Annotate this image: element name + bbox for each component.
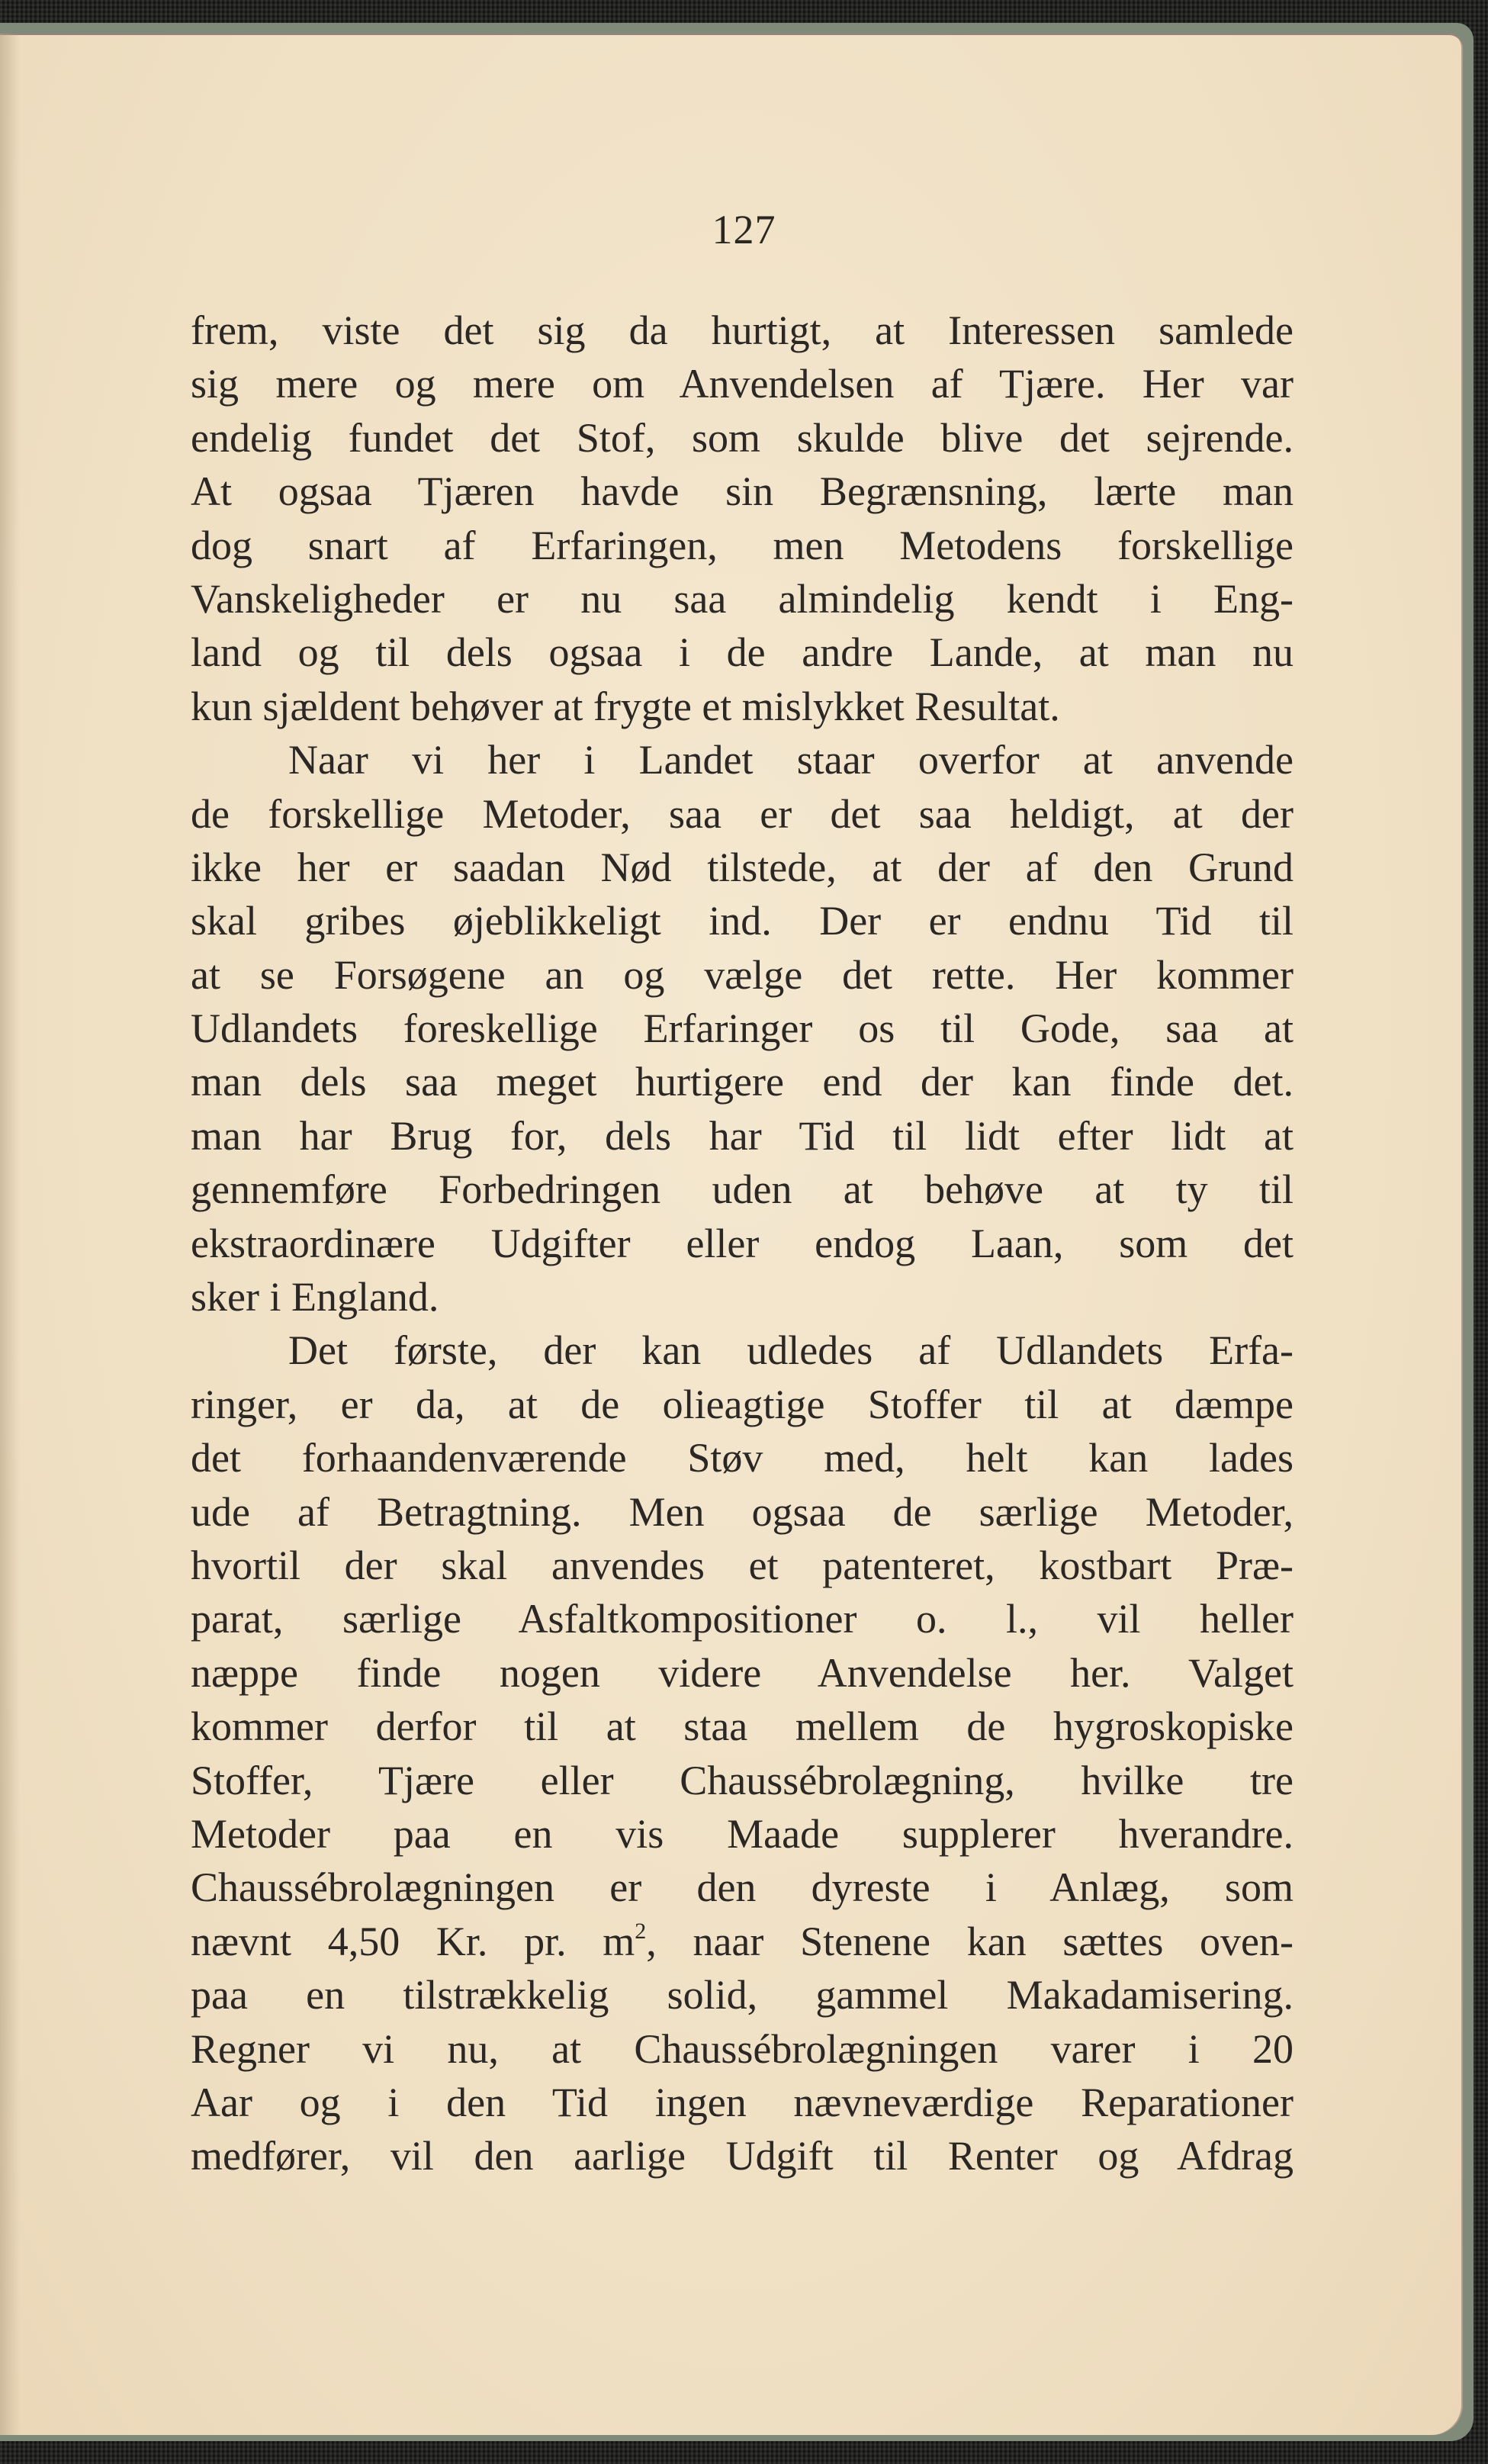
superscript: 2: [635, 1918, 647, 1944]
text-line: næppe finde nogen videre Anvendelse her. Valget: [191, 1649, 1294, 1696]
text-line: parat, særlige Asfaltkompositioner o. l., vil heller: [191, 1596, 1294, 1642]
text-line: Udlandets foreskellige Erfaringer os til Gode, saa at: [191, 1005, 1294, 1052]
text-line: skal gribes øjeblikkeligt ind. Der er endnu Tid til: [191, 898, 1294, 944]
text-line: Metoder paa en vis Maade supplerer hverandre.: [191, 1810, 1294, 1857]
text-line-with-superscript: [191, 1915, 1294, 1968]
gutter-shadow: [0, 34, 20, 2435]
text-line: frem, viste det sig da hurtigt, at Interessen samlede: [191, 307, 1294, 353]
text-segment: , naar Stenene kan sættes oven-: [646, 1918, 1294, 1964]
text-line: kommer derfor til at staa mellem de hygroskopiske: [191, 1703, 1294, 1750]
text-line: gennemføre Forbedringen uden at behøve at ty til: [191, 1166, 1294, 1213]
text-line: ringer, er da, at de olieagtige Stoffer til at dæmpe: [191, 1381, 1294, 1427]
text-line: det forhaandenværende Støv med, helt kan lades: [191, 1435, 1294, 1481]
text-line: land og til dels ogsaa i de andre Lande, at man nu: [191, 629, 1294, 676]
body-text: [191, 304, 1294, 2183]
text-line: hvortil der skal anvendes et patenteret, kostbart Præ-: [191, 1542, 1294, 1588]
text-line: ude af Betragtning. Men ogsaa de særlige Metoder,: [191, 1488, 1294, 1535]
text-segment: nævnt 4,50 Kr. pr. m: [191, 1918, 635, 1964]
paragraph-start-line: Det første, der kan udledes af Udlandets Erfa-: [288, 1327, 1294, 1374]
text-line: dog snart af Erfaringen, men Metodens forskellige: [191, 522, 1294, 568]
text-line: At ogsaa Tjæren havde sin Begrænsning, lærte man: [191, 468, 1294, 515]
text-line: Stoffer, Tjære eller Chaussébrolægning, hvilke tre: [191, 1757, 1294, 1803]
text-line: ekstraordinære Udgifter eller endog Laan, som det: [191, 1220, 1294, 1266]
text-line: medfører, vil den aarlige Udgift til Renter og Afdrag: [191, 2133, 1294, 2179]
text-line: ikke her er saadan Nød tilstede, at der af den Grund: [191, 844, 1294, 890]
paragraph-start-line: Naar vi her i Landet staar overfor at anvende: [288, 737, 1294, 783]
page-number: 127: [712, 207, 776, 253]
text-line: paa en tilstrækkelig solid, gammel Makadamisering.: [191, 1972, 1294, 2018]
text-line: man dels saa meget hurtigere end der kan finde det.: [191, 1059, 1294, 1105]
text-line: sig mere og mere om Anvendelsen af Tjære. Her var: [191, 361, 1294, 407]
text-line: man har Brug for, dels har Tid til lidt efter lidt at: [191, 1112, 1294, 1159]
text-line: at se Forsøgene an og vælge det rette. Her kommer: [191, 951, 1294, 998]
text-line: Chaussébrolægningen er den dyreste i Anlæg, som: [191, 1864, 1294, 1911]
text-line: kun sjældent behøver at frygte et mislykket Resultat.: [191, 683, 1060, 729]
text-line: endelig fundet det Stof, som skulde blive det sejrende.: [191, 414, 1294, 461]
text-line: de forskellige Metoder, saa er det saa heldigt, at der: [191, 790, 1294, 837]
text-line: Aar og i den Tid ingen nævneværdige Reparationer: [191, 2079, 1294, 2125]
text-line: Vanskeligheder er nu saa almindelig kendt i Eng-: [191, 575, 1294, 622]
text-line: Regner vi nu, at Chaussébrolægningen varer i 20: [191, 2025, 1294, 2072]
text-line: sker i England.: [191, 1274, 439, 1320]
